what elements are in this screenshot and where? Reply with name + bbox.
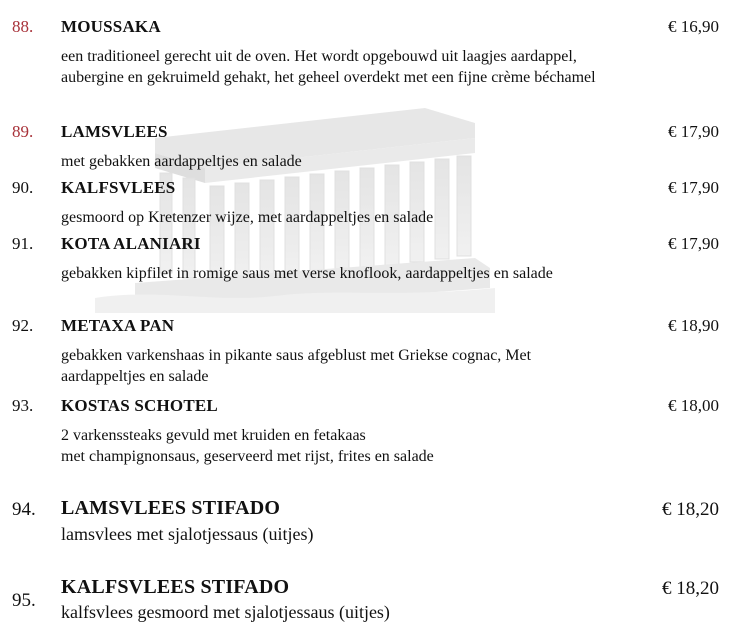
- item-name: KALFSVLEES: [61, 178, 176, 197]
- item-number: 88.: [12, 17, 34, 36]
- item-price: € 17,90: [668, 234, 719, 253]
- item-name: KOSTAS SCHOTEL: [61, 396, 218, 415]
- item-description: een traditioneel gerecht uit de oven. Het wordt opgebouwd uit laagjes aardappel, aubergine en gekruimeld gehakt, het geheel overdekt met een fijne crème béchamel: [61, 48, 596, 86]
- item-name: METAXA PAN: [61, 316, 175, 335]
- item-price: € 18,20: [662, 578, 719, 599]
- item-description: kalfsvlees gesmoord met sjalotjessaus (uitjes): [61, 602, 390, 622]
- item-price: € 17,90: [668, 178, 719, 197]
- item-number: 93.: [12, 396, 34, 415]
- item-number: 92.: [12, 316, 34, 335]
- item-number: 94.: [12, 499, 36, 520]
- item-price: € 18,00: [668, 396, 719, 415]
- item-description: gebakken kipfilet in romige saus met verse knoflook, aardappeltjes en salade: [61, 265, 553, 282]
- item-price: € 16,90: [668, 17, 719, 36]
- item-name: KALFSVLEES STIFADO: [61, 576, 290, 598]
- item-description-line-2: met champignonsaus, geserveerd met rijst, frites en salade: [61, 448, 434, 465]
- item-price: € 18,20: [662, 499, 719, 520]
- item-price: € 17,90: [668, 122, 719, 141]
- item-number: 89.: [12, 122, 34, 141]
- item-name: LAMSVLEES STIFADO: [61, 497, 281, 519]
- item-name: MOUSSAKA: [61, 17, 161, 36]
- item-number: 90.: [12, 178, 34, 197]
- item-name: LAMSVLEES: [61, 122, 168, 141]
- item-number: 95.: [12, 590, 36, 611]
- item-name: KOTA ALANIARI: [61, 234, 201, 253]
- item-description: met gebakken aardappeltjes en salade: [61, 153, 302, 170]
- item-description: gebakken varkenshaas in pikante saus afgeblust met Griekse cognac, Met aardappeltjes en salade: [61, 347, 532, 385]
- item-price: € 18,90: [668, 316, 719, 335]
- item-description: gesmoord op Kretenzer wijze, met aardappeltjes en salade: [61, 209, 434, 226]
- item-description-line-1: 2 varkenssteaks gevuld met kruiden en fetakaas: [61, 427, 366, 444]
- item-description: lamsvlees met sjalotjessaus (uitjes): [61, 524, 314, 544]
- item-number: 91.: [12, 234, 34, 253]
